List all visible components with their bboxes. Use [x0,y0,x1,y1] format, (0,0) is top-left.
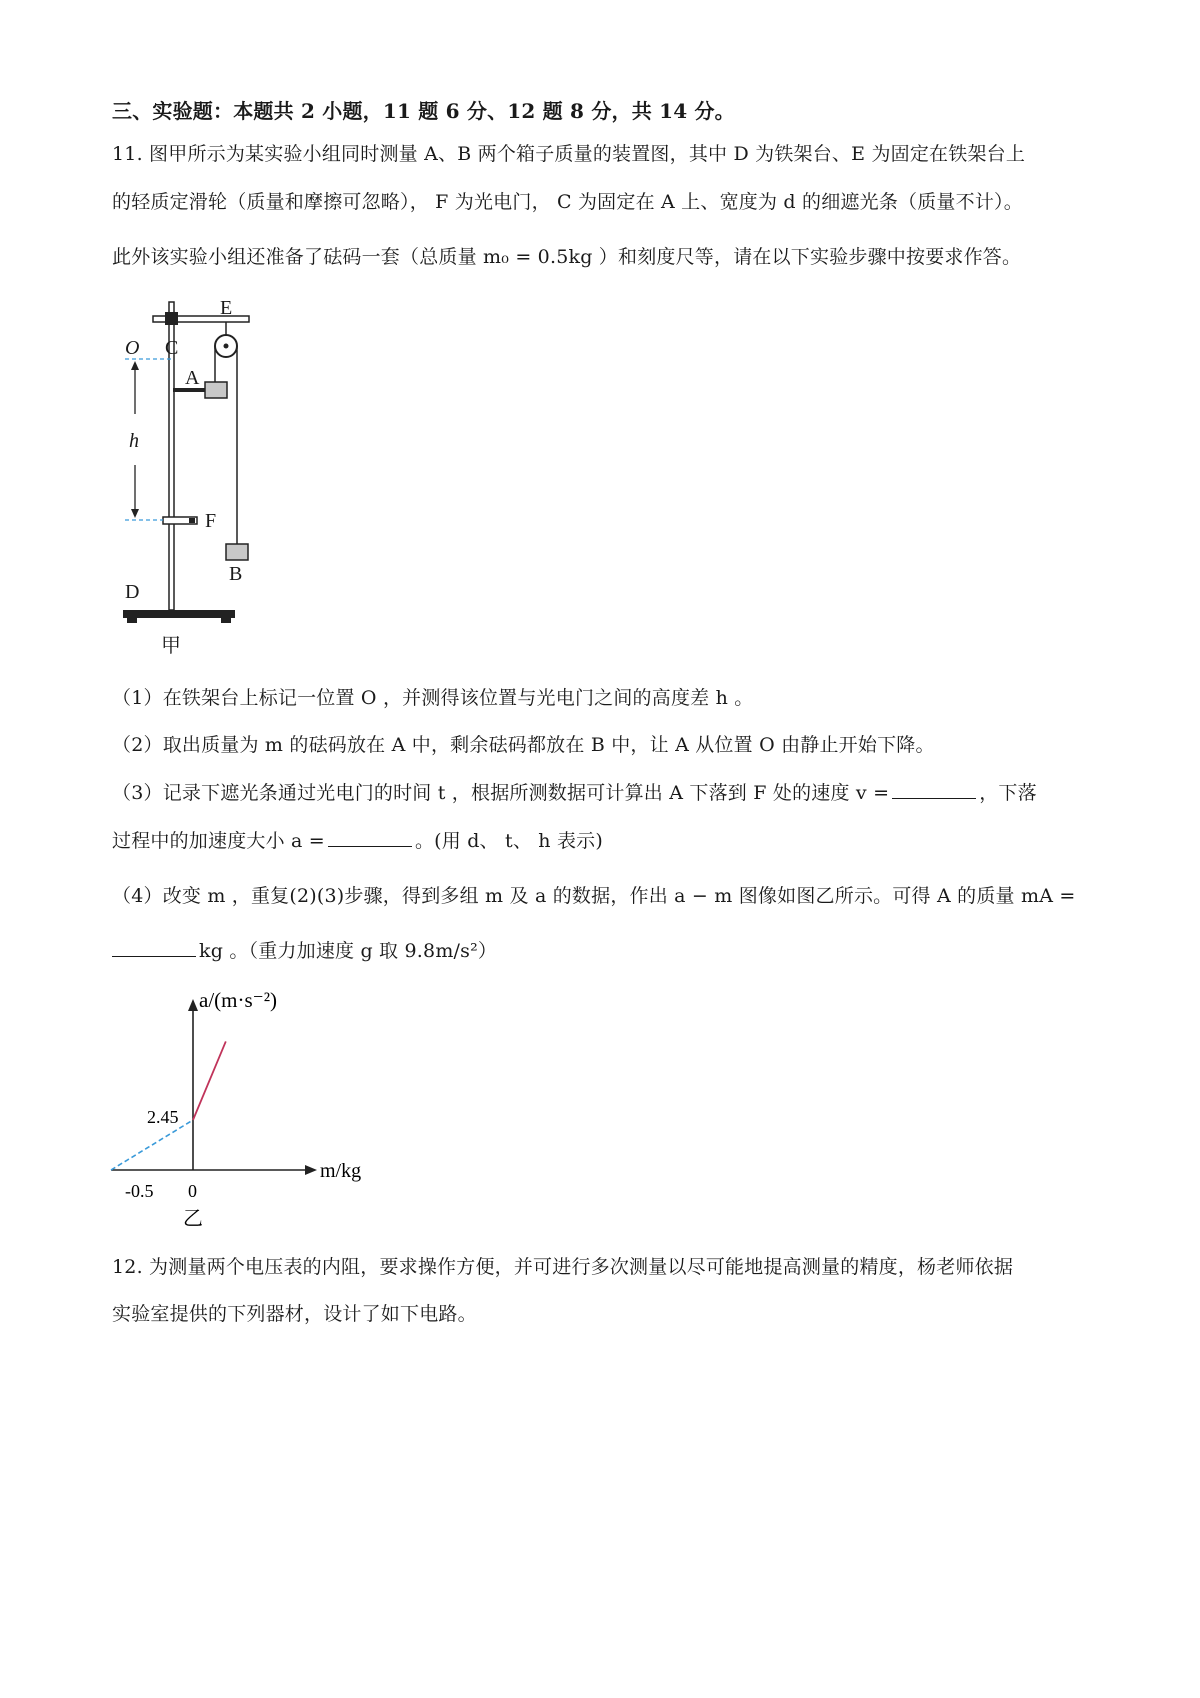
label-b: B [229,563,243,585]
q11-step-3-text-a: （3）记录下遮光条通过光电门的时间 t ，根据所测数据可计算出 A 下落到 F 处的速度 v = [112,782,890,804]
label-e: E [220,297,233,319]
y-tick-label: 2.45 [147,1107,179,1127]
q11-step-3-text-c: 过程中的加速度大小 a = [112,830,325,852]
q11-step-1: （1）在铁架台上标记一位置 O ，并测得该位置与光电门之间的高度差 h 。 [112,687,754,709]
series-measured-line [193,1041,226,1120]
x-axis-arrow [305,1165,317,1175]
y-axis-arrow [188,999,198,1011]
answer-blank-acceleration[interactable] [328,828,412,847]
q11-step-4-line-1: （4）改变 m ，重复(2)(3)步骤，得到多组 m 及 a 的数据，作出 a − m 图像如图乙所示。可得 A 的质量 mA = [112,885,1076,907]
figure-yi-caption: 乙 [183,1208,203,1230]
q11-intro-line-3: 此外该实验小组还准备了砝码一套（总质量 m₀ = 0.5kg ）和刻度尺等，请在以下实验步骤中按要求作答。 [112,246,1022,268]
label-h: h [129,430,139,452]
y-axis-label: a/(m·s⁻²) [199,988,278,1012]
label-o: O [125,337,140,359]
x-axis-label: m/kg [320,1160,362,1182]
answer-blank-mass[interactable] [112,938,196,957]
q11-step-3-line-1 [112,779,1037,807]
q11-step-4-line-2 [112,937,497,965]
q11-intro-line-2: 的轻质定滑轮（质量和摩擦可忽略）， F 为光电门， C 为固定在 A 上、宽度为 d 的细遮光条（质量不计）。 [112,191,1023,213]
box-b [226,544,248,560]
section-heading: 三、实验题：本题共 2 小题，11 题 6 分、12 题 8 分，共 14 分。 [112,99,735,123]
label-f: F [205,510,217,532]
label-c: C [165,337,179,359]
figure-jia-apparatus [105,290,285,660]
x-tick-label-neg: -0.5 [125,1181,154,1201]
stand-base [123,610,235,618]
q11-step-4-text-b: kg 。（重力加速度 g 取 9.8m/s²） [199,940,498,962]
answer-blank-velocity[interactable] [892,780,976,799]
figure-jia-caption: 甲 [161,635,181,657]
q11-step-3-line-2 [112,827,603,855]
series-extrapolation-dashed [111,1120,193,1170]
q12-line-2: 实验室提供的下列器材，设计了如下电路。 [112,1303,477,1325]
q11-step-3-text-d: 。(用 d、 t、 h 表示) [414,830,603,852]
label-a: A [185,367,200,389]
figure-yi-chart [105,985,385,1235]
origin-label: 0 [188,1181,197,1201]
q11-intro-line-1: 11. 图甲所示为某实验小组同时测量 A、B 两个箱子质量的装置图，其中 D 为铁架台、E 为固定在铁架台上 [112,143,1026,165]
box-a [205,382,227,398]
q12-line-1: 12. 为测量两个电压表的内阻，要求操作方便，并可进行多次测量以尽可能地提高测量的精度，杨老师依据 [112,1256,1014,1278]
label-d: D [125,581,140,603]
q11-step-3-text-b: ，下落 [979,782,1037,804]
q11-step-2: （2）取出质量为 m 的砝码放在 A 中，剩余砝码都放在 B 中，让 A 从位置 O 由静止开始下降。 [112,734,935,756]
